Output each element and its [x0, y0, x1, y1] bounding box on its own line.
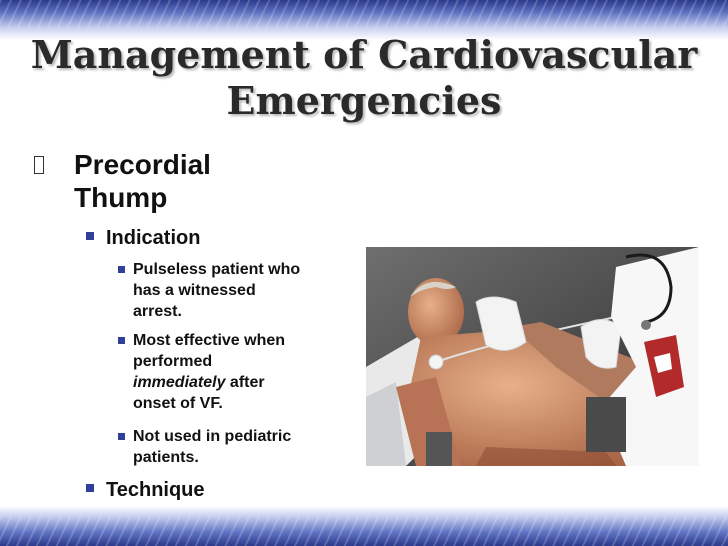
- indication-item-2-line2: performed: [133, 353, 213, 370]
- indication-item-3: [133, 426, 353, 468]
- indication-item-1-line3: arrest.: [133, 303, 182, 320]
- footer-decor-band: [0, 516, 728, 546]
- paramedic-performing-precordial-thump-photo: [366, 247, 699, 466]
- square-bullet-icon: [86, 484, 94, 492]
- square-bullet-icon: [86, 232, 94, 240]
- indication-item-2-emphasis: immediately: [133, 374, 226, 391]
- square-bullet-icon: [118, 337, 125, 344]
- slide-title: [20, 32, 708, 124]
- main-bullet-line2: Thump: [74, 182, 168, 213]
- square-bullet-icon: [118, 433, 125, 440]
- photo-illustration: [366, 247, 699, 466]
- header-decor-band: [0, 0, 728, 28]
- indication-item-2-line4: onset of VF.: [133, 395, 223, 412]
- indication-item-2-line1: Most effective when: [133, 332, 286, 349]
- indication-item-3-line2: patients.: [133, 449, 199, 466]
- indication-item-1-line1: Pulseless patient who: [133, 261, 301, 278]
- sub-bullet-technique: Technique: [106, 479, 205, 501]
- indication-item-1-line2: has a witnessed: [133, 282, 256, 299]
- indication-item-3-line1: Not used in pediatric: [133, 428, 292, 445]
- indication-item-2: [133, 330, 353, 414]
- slide-title-line2: Emergencies: [226, 78, 502, 123]
- main-bullet-line1: Precordial: [74, 149, 211, 180]
- sub-bullet-indication: Indication: [106, 227, 201, 249]
- indication-item-1: [133, 259, 353, 322]
- footer-fade: [0, 506, 728, 516]
- indication-item-2-after: after: [225, 374, 265, 391]
- square-bullet-icon: [118, 266, 125, 273]
- main-bullet-label: [74, 148, 314, 214]
- slide-title-line1: Management of Cardiovascular: [30, 32, 698, 77]
- hollow-square-bullet-icon: [34, 156, 44, 174]
